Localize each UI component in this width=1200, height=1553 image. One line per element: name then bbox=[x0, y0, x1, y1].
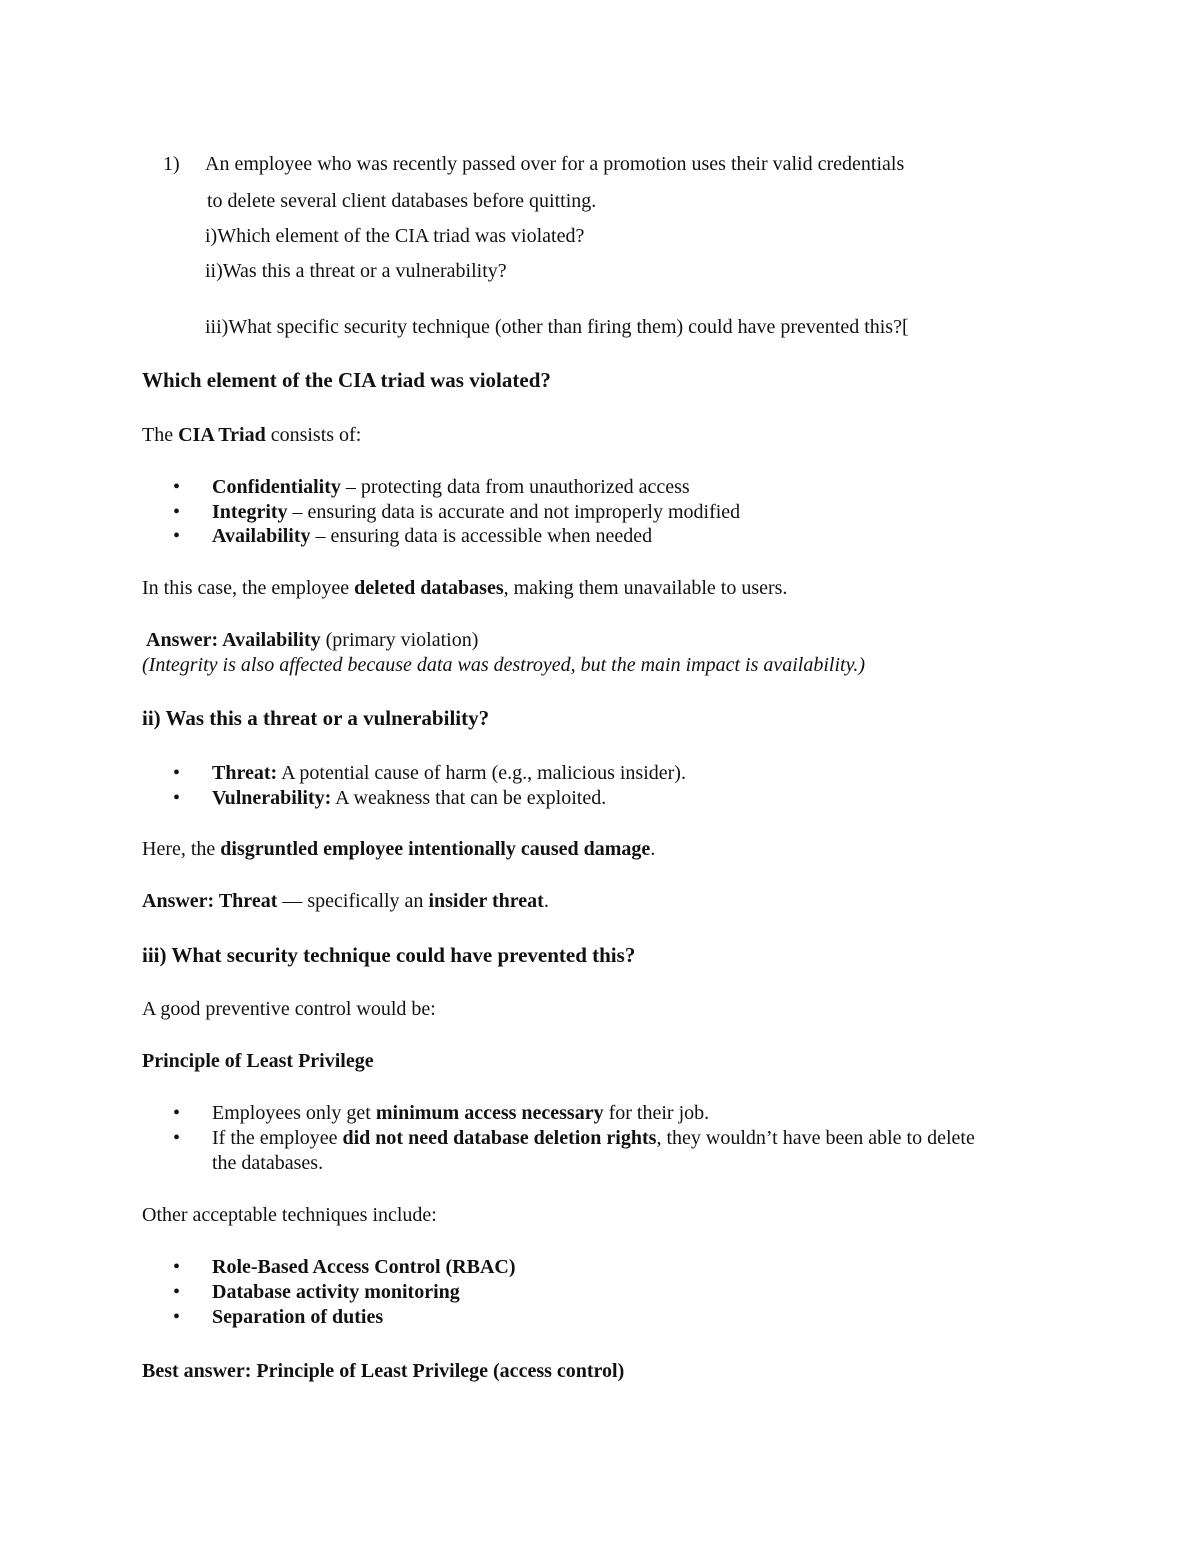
bullet-icon: • bbox=[173, 1127, 181, 1149]
case-statement: In this case, the employee deleted databases, making them unavailable to users. bbox=[142, 577, 788, 599]
list-item: Employees only get minimum access necessary for their job. bbox=[212, 1102, 710, 1124]
list-item: Integrity – ensuring data is accurate and not improperly modified bbox=[212, 501, 741, 523]
list-item: Availability – ensuring data is accessible when needed bbox=[212, 525, 653, 547]
section-1-heading: Which element of the CIA triad was violated? bbox=[142, 368, 551, 392]
section-2-heading: ii) Was this a threat or a vulnerability? bbox=[142, 706, 490, 730]
list-item: Threat: A potential cause of harm (e.g., malicious insider). bbox=[212, 762, 686, 784]
sub-question-ii: ii)Was this a threat or a vulnerability? bbox=[205, 260, 507, 282]
bullet-icon: • bbox=[173, 476, 181, 498]
list-item: Role-Based Access Control (RBAC) bbox=[212, 1256, 516, 1278]
preventive-intro: A good preventive control would be: bbox=[142, 998, 436, 1020]
cia-intro: The CIA Triad consists of: bbox=[142, 424, 362, 446]
principle-heading: Principle of Least Privilege bbox=[142, 1050, 374, 1072]
bullet-icon: • bbox=[173, 1102, 181, 1124]
bullet-icon: • bbox=[173, 762, 181, 784]
answer-1: Answer: Availability (primary violation) bbox=[146, 629, 479, 651]
answer-1-note: (Integrity is also affected because data was destroyed, but the main impact is availability.) bbox=[142, 654, 866, 676]
bullet-icon: • bbox=[173, 1256, 181, 1278]
question-line-1: An employee who was recently passed over for a promotion uses their valid credentials bbox=[205, 153, 905, 175]
sub-question-i: i)Which element of the CIA triad was violated? bbox=[205, 225, 585, 247]
best-answer: Best answer: Principle of Least Privilege (access control) bbox=[142, 1360, 625, 1382]
bullet-icon: • bbox=[173, 1281, 181, 1303]
bullet-icon: • bbox=[173, 1306, 181, 1328]
other-techniques-intro: Other acceptable techniques include: bbox=[142, 1204, 437, 1226]
question-number: 1) bbox=[163, 153, 180, 175]
question-line-2: to delete several client databases before quitting. bbox=[207, 190, 597, 212]
bullet-icon: • bbox=[173, 787, 181, 809]
here-statement: Here, the disgruntled employee intentionally caused damage. bbox=[142, 838, 656, 860]
list-item: Confidentiality – protecting data from unauthorized access bbox=[212, 476, 690, 498]
bullet-icon: • bbox=[173, 525, 181, 547]
list-item: If the employee did not need database deletion rights, they wouldn’t have been able to delete bbox=[212, 1127, 975, 1149]
list-item: Separation of duties bbox=[212, 1306, 384, 1328]
bullet-icon: • bbox=[173, 501, 181, 523]
list-item: Database activity monitoring bbox=[212, 1281, 460, 1303]
answer-2: Answer: Threat — specifically an insider threat. bbox=[142, 890, 549, 912]
section-3-heading: iii) What security technique could have prevented this? bbox=[142, 943, 636, 967]
sub-question-iii: iii)What specific security technique (other than firing them) could have prevented this?[ bbox=[205, 316, 909, 338]
list-item-continuation: the databases. bbox=[212, 1152, 324, 1174]
list-item: Vulnerability: A weakness that can be exploited. bbox=[212, 787, 607, 809]
